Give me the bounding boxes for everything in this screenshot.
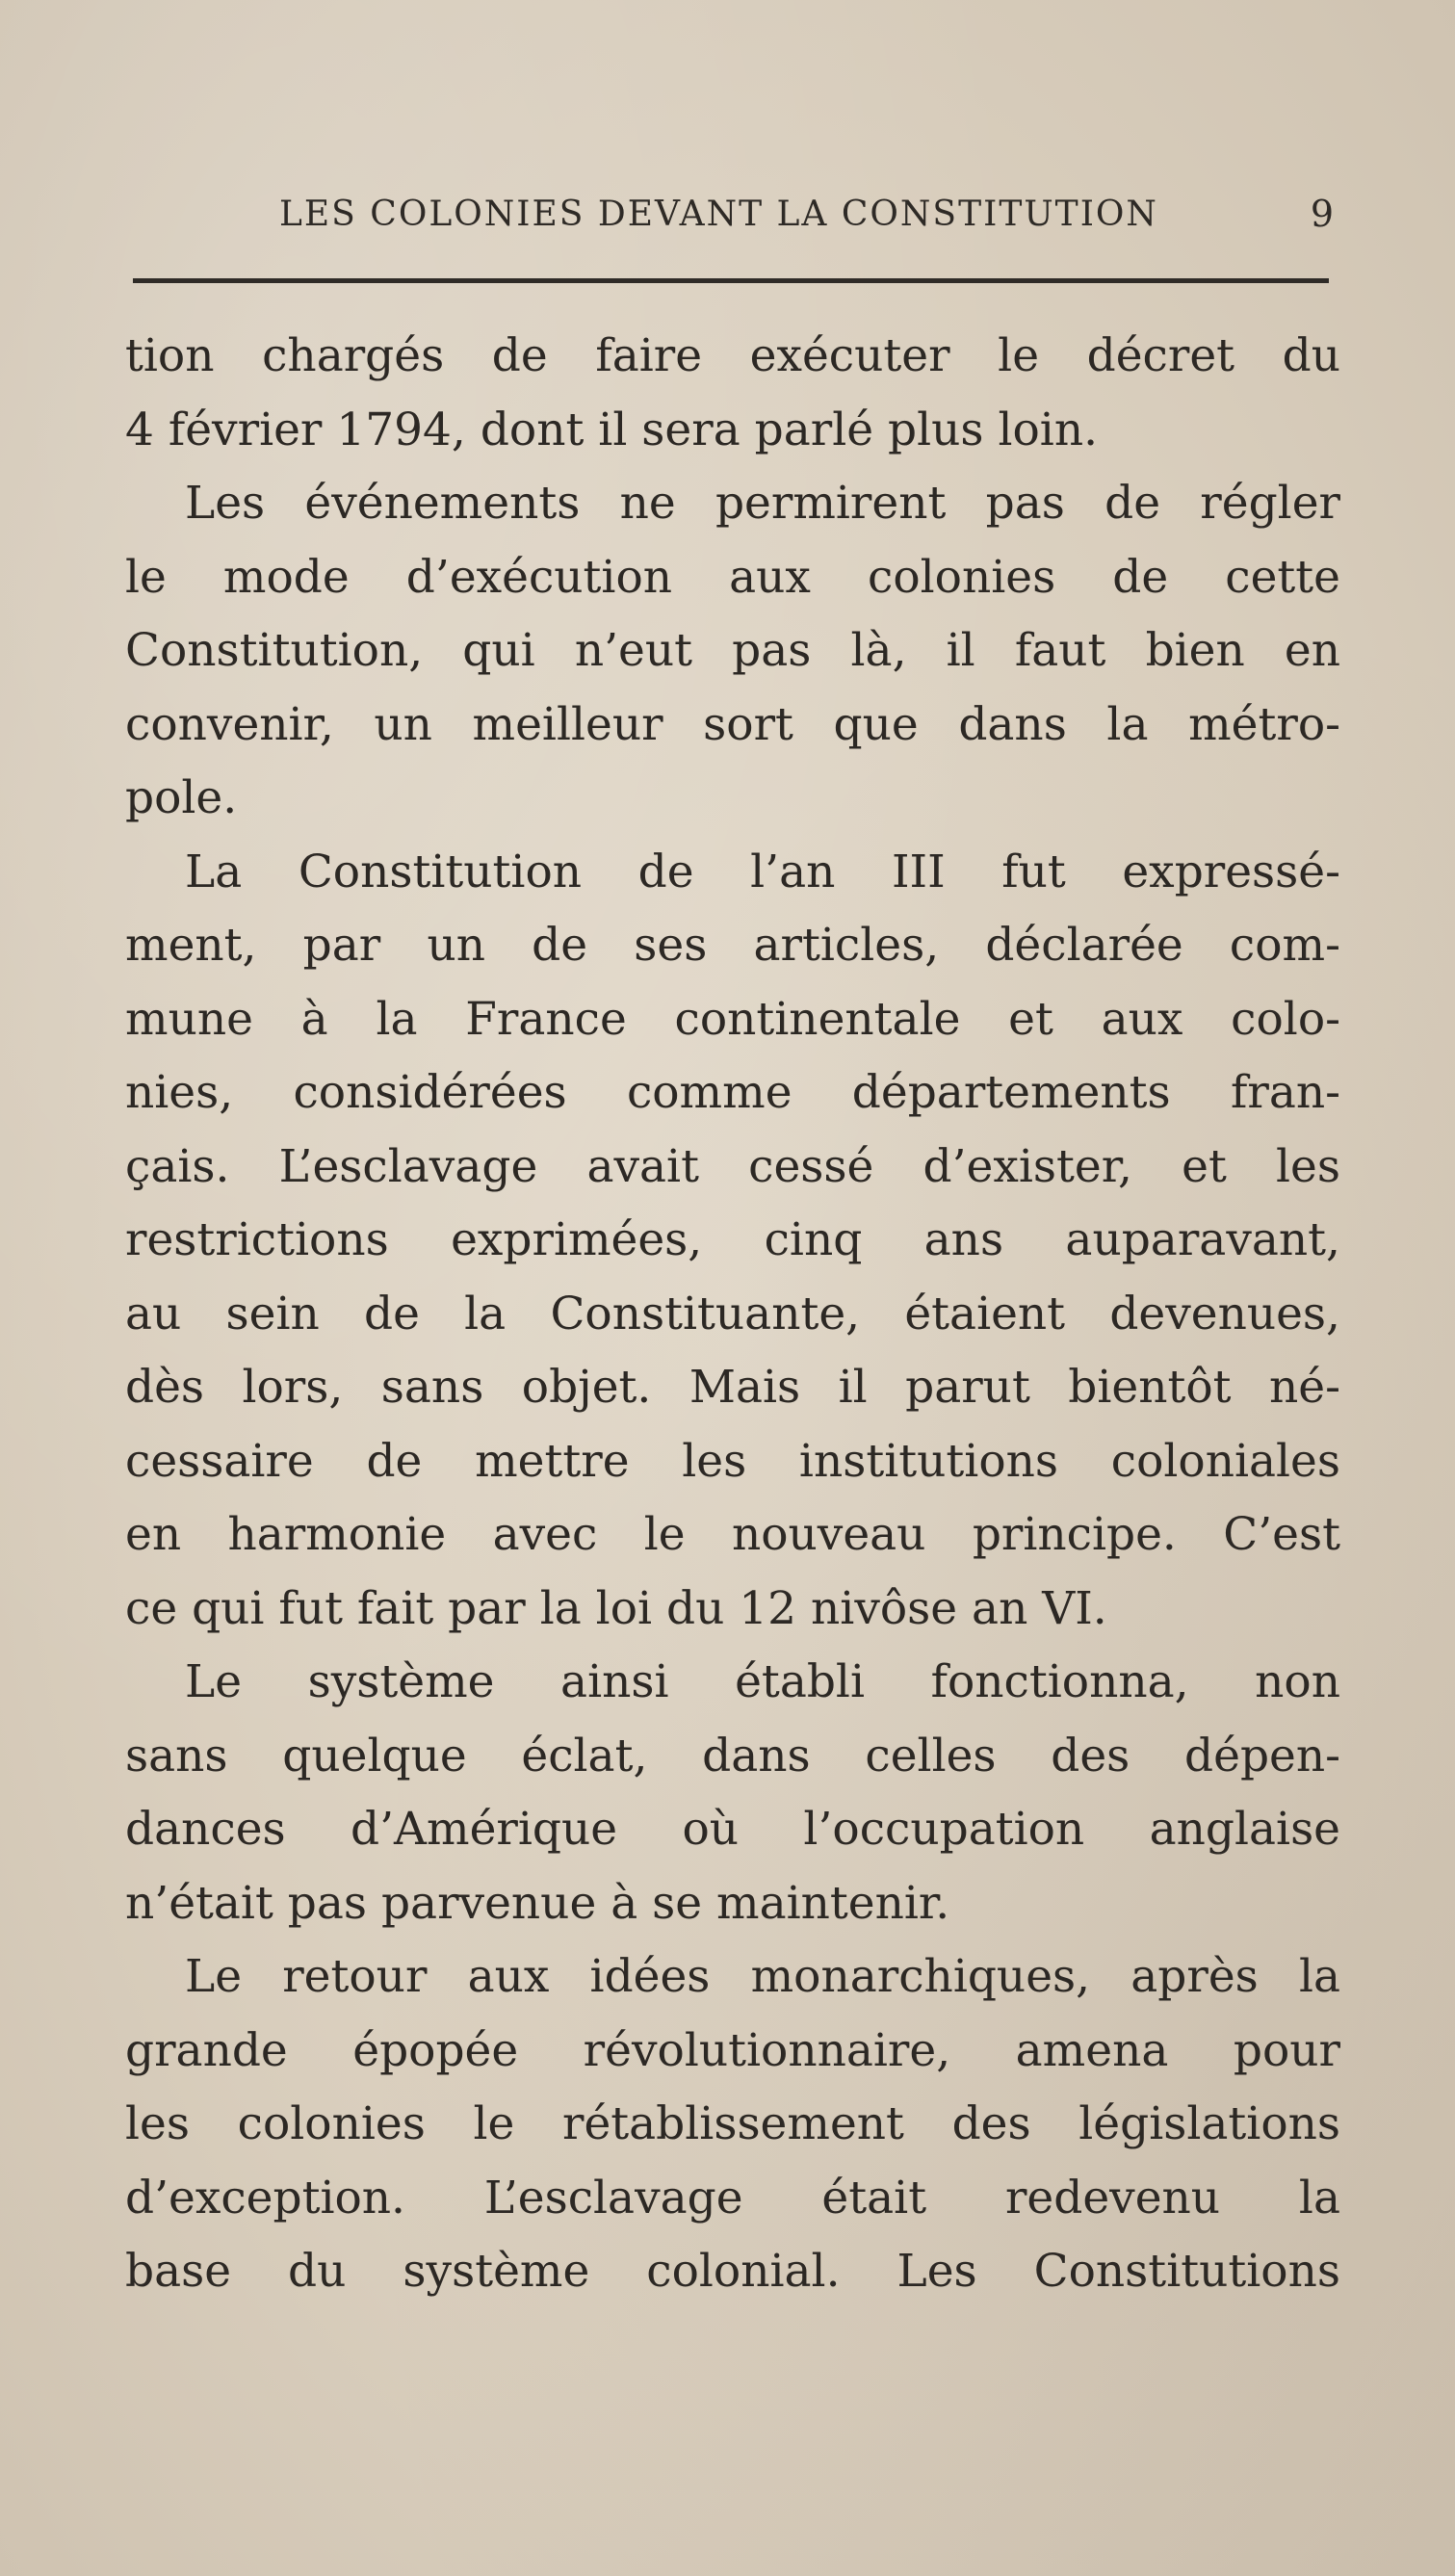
text-line: restrictions exprimées, cinq ans auparavant, — [125, 1213, 1340, 1266]
text-line: çais. L’esclavage avait cessé d’exister, et les — [125, 1139, 1340, 1193]
text-line: le mode d’exécution aux colonies de cette — [125, 550, 1340, 604]
text-line: d’exception. L’esclavage était redevenu la — [125, 2171, 1340, 2225]
text-line: sans quelque éclat, dans celles des dépen- — [125, 1729, 1340, 1782]
text-line: La Constitution de l’an III fut expressé- — [185, 845, 1340, 898]
text-line: n’était pas parvenue à se maintenir. — [125, 1876, 950, 1930]
page-number: 9 — [1310, 193, 1334, 235]
header-rule — [133, 278, 1329, 283]
text-line: Les événements ne permirent pas de régler — [185, 477, 1340, 530]
text-line: Le retour aux idées monarchiques, après la — [185, 1950, 1340, 2003]
text-line: cessaire de mettre les institutions coloniales — [125, 1434, 1340, 1488]
text-line: grande épopée révolutionnaire, amena pour — [125, 2023, 1340, 2077]
text-line: Le système ainsi établi fonctionna, non — [185, 1655, 1340, 1708]
text-line: convenir, un meilleur sort que dans la métro- — [125, 697, 1340, 751]
running-title: LES COLONIES DEVANT LA CONSTITUTION — [279, 195, 1158, 234]
text-line: 4 février 1794, dont il sera parlé plus loin. — [125, 403, 1099, 456]
text-line: nies, considérées comme départements fran- — [125, 1066, 1340, 1119]
body-text — [125, 320, 1340, 2309]
text-line: Constitution, qui n’eut pas là, il faut bien en — [125, 624, 1340, 677]
text-line: ce qui fut fait par la loi du 12 nivôse an VI. — [125, 1581, 1107, 1635]
text-line: tion chargés de faire exécuter le décret du — [125, 329, 1340, 382]
running-head — [125, 189, 1334, 247]
text-line: dès lors, sans objet. Mais il parut bientôt né- — [125, 1361, 1340, 1414]
text-line: base du système colonial. Les Constitutions — [125, 2245, 1340, 2298]
text-line: ment, par un de ses articles, déclarée com- — [125, 919, 1340, 972]
text-line: au sein de la Constituante, étaient devenues, — [125, 1287, 1340, 1340]
text-line: en harmonie avec le nouveau principe. C’est — [125, 1508, 1340, 1561]
text-line: mune à la France continentale et aux colo- — [125, 992, 1340, 1046]
text-line: pole. — [125, 771, 238, 824]
text-line: les colonies le rétablissement des législations — [125, 2097, 1340, 2150]
text-line: dances d’Amérique où l’occupation anglaise — [125, 1803, 1340, 1856]
